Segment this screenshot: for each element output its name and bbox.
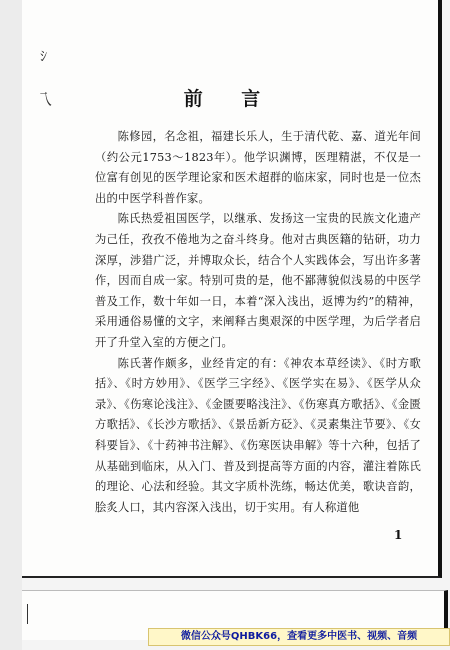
text-cursor — [27, 604, 28, 624]
document-page — [22, 0, 442, 578]
paragraph: 陈氏热爱祖国医学，以继承、发扬这一宝贵的民族文化遗产为己任，孜孜不倦地为之奋斗终身。他对古典医籍的钻研，功力深厚，涉猎广泛，并博取众长，结合个人实践体会，写出许多著作，因而自成一家。特别可贵的是，他不鄙薄貌似浅易的中医学普及工作，数十年如一日，本着“深入浅出，返博为约”的精神，采用通俗易懂的文字，来阐释古奥艰深的中医学理，为后学者启开了升堂入室的方便之门。 — [95, 212, 421, 349]
paragraph: 陈修园，名念祖，福建长乐人，生于清代乾、嘉、道光年间（约公元1753～1823年）。他学识渊博，医理精湛，不仅是一位富有创见的医学理论家和医术超群的临床家，同时也是一位杰出的中医学科普作家。 — [95, 130, 421, 205]
paragraph: 陈氏著作颇多，业经肯定的有：《神农本草经读》、《时方歌括》、《时方妙用》、《医学三字经》、《医学实在易》、《医学从众录》、《伤寒论浅注》、《金匮要略浅注》、《伤寒真方歌括》、《金匮方歌括》、《长沙方歌括》、《景岳新方砭》、《灵素集注节要》、《女科要旨》、《十药神书注解》、《伤寒医诀串解》等十六种，包括了从基础到临床，从入门、普及到提高等方面的内容，灌注着陈氏的理论、心法和经验。其文字质朴洗练，畅达优美，歌诀音韵，脍炙人口，其内容深入浅出，切于实用。有人称道他 — [95, 356, 421, 514]
watermark-banner: 微信公众号QHBK66，查看更多中医书、视频、音频 — [148, 628, 450, 646]
page-title: 前 言 — [183, 88, 277, 110]
page-number: 1 — [394, 528, 403, 542]
body-text — [95, 127, 421, 518]
viewer-left-strip — [0, 0, 22, 650]
margin-mark: ｼ — [40, 49, 47, 65]
margin-mark: 乁 — [36, 90, 53, 109]
